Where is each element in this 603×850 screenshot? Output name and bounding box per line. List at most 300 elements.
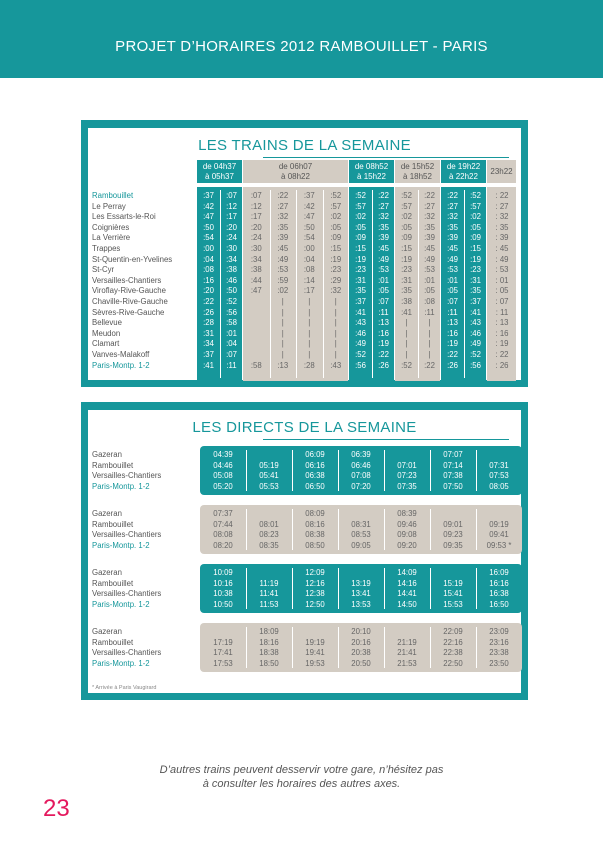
departure-time: :05 (447, 286, 458, 296)
time-column (395, 191, 418, 371)
direct-time-column (252, 627, 286, 669)
direct-station-labels (92, 627, 161, 669)
direct-time: 18:16 (259, 637, 279, 647)
departure-time: :45 (277, 243, 289, 253)
direct-column-divider (246, 450, 247, 491)
departure-time: :49 (378, 254, 389, 264)
departure-time: | (281, 296, 284, 306)
departure-time: :04 (303, 254, 315, 264)
departure-time: :34 (226, 254, 237, 264)
departure-time: :43 (355, 318, 366, 328)
departure-time: :32 (277, 212, 289, 222)
departure-time: :00 (303, 243, 315, 253)
direct-time: 16:09 (489, 568, 509, 577)
departure-time: | (308, 328, 311, 338)
departure-time: :19 (355, 254, 366, 264)
time-column (323, 191, 350, 371)
departure-time: :05 (470, 222, 481, 232)
departure-time: :52 (330, 191, 342, 200)
departure-time: : 11 (495, 307, 509, 317)
direct-time-column (298, 509, 332, 551)
departure-time (243, 339, 270, 350)
direct-time: 04:39 (213, 450, 233, 459)
departure-time: :47 (203, 212, 214, 222)
station-name: Viroflay-Rive-Gauche (92, 286, 166, 296)
direct-column-divider (246, 568, 247, 609)
direct-station-name: Versailles-Chantiers (92, 530, 162, 540)
departure-time: :01 (447, 275, 458, 285)
info-note (0, 763, 603, 791)
direct-time: 23:50 (489, 658, 509, 668)
departure-time: :47 (303, 212, 315, 222)
departure-time: :20 (226, 222, 237, 232)
departure-time: :02 (277, 286, 289, 296)
departure-time: :52 (470, 349, 481, 359)
departure-time: : 53 (495, 265, 509, 275)
direct-station-name: Paris-Montp. 1-2 (92, 481, 150, 491)
direct-time: 14:41 (397, 589, 417, 599)
direct-time: 21:53 (397, 658, 417, 668)
departure-time: :09 (401, 233, 412, 243)
departure-time: :09 (355, 233, 366, 243)
direct-time: 08:05 (489, 481, 509, 491)
departure-time: | (334, 349, 337, 359)
direct-time: 19:41 (305, 648, 325, 658)
departure-time: :02 (330, 212, 342, 222)
time-column (243, 191, 270, 371)
direct-column-divider (476, 509, 477, 550)
direct-time: 16:38 (489, 589, 509, 599)
note-line-1: D’autres trains peuvent desservir votre gare, n’hésitez pas (159, 764, 444, 776)
weekday-trains-table (88, 128, 521, 380)
direct-time-column (298, 627, 332, 669)
station-name: Versailles-Chantiers (92, 275, 162, 285)
time-range-header (197, 160, 242, 183)
departure-time: :20 (203, 286, 214, 296)
departure-time: : 26 (495, 360, 509, 370)
departure-time: :37 (355, 296, 366, 306)
departure-time: :26 (447, 360, 458, 370)
departure-time: : 22 (495, 349, 509, 359)
departure-time: | (334, 296, 337, 306)
departure-time: | (334, 339, 337, 349)
departure-time: :31 (203, 328, 214, 338)
departure-time: :11 (378, 307, 389, 317)
direct-time-column (344, 450, 378, 492)
departure-time: :19 (447, 339, 458, 349)
direct-station-labels (92, 568, 161, 610)
departure-time: :42 (203, 201, 214, 211)
time-range-header (441, 160, 486, 183)
time-range-start: de 15h52 (400, 162, 435, 171)
direct-time: 13:41 (351, 589, 371, 599)
departure-time: :50 (226, 286, 237, 296)
departure-time: :24 (226, 233, 237, 243)
departure-time: :27 (447, 201, 458, 211)
direct-time (298, 627, 332, 638)
direct-time-column (390, 627, 424, 669)
departure-time: :41 (355, 307, 366, 317)
departure-time: : 07 (495, 296, 509, 306)
departure-time: :27 (378, 201, 389, 211)
direct-time: 11:53 (259, 599, 279, 609)
header-bar (0, 0, 603, 78)
departure-time: :54 (303, 233, 315, 243)
station-name: St-Quentin-en-Yvelines (92, 254, 173, 264)
departure-time: :52 (355, 191, 366, 200)
departure-time: :04 (226, 339, 237, 349)
departure-time: :37 (203, 349, 214, 359)
departure-time: :16 (203, 275, 214, 285)
departure-time: :28 (203, 318, 214, 328)
direct-station-name: Gazeran (92, 627, 122, 636)
departure-time: :57 (330, 201, 342, 211)
direct-station-name: Paris-Montp. 1-2 (92, 599, 150, 609)
departure-time: :15 (330, 243, 342, 253)
direct-time (252, 450, 286, 461)
direct-station-name: Gazeran (92, 568, 122, 577)
departure-time: :53 (447, 265, 458, 275)
departure-time: :07 (447, 296, 458, 306)
direct-time (482, 509, 516, 520)
direct-time: 05:19 (259, 460, 279, 470)
departure-time: :34 (250, 254, 262, 264)
direct-time: 09:46 (397, 519, 417, 529)
time-column (487, 191, 517, 371)
departure-time: :49 (277, 254, 289, 264)
direct-station-name: Rambouillet (92, 637, 134, 647)
direct-column-divider (430, 450, 431, 491)
departure-time: :05 (401, 222, 412, 232)
direct-time: 06:50 (305, 481, 325, 491)
station-name: Vanves-Malakoff (92, 349, 150, 359)
direct-time: 12:38 (305, 589, 325, 599)
direct-time: 21:19 (397, 637, 417, 647)
departure-time: :04 (203, 254, 214, 264)
departure-time: | (405, 328, 408, 338)
direct-time (344, 509, 378, 520)
time-column (441, 191, 464, 371)
time-range-end: à 08h22 (281, 172, 310, 181)
departure-time: | (428, 339, 431, 349)
departure-time: :01 (378, 275, 389, 285)
departure-time: :38 (226, 265, 237, 275)
departure-time: :56 (355, 360, 366, 370)
direct-time: 09:41 (489, 530, 509, 540)
departure-time: :31 (470, 275, 481, 285)
direct-column-divider (384, 509, 385, 550)
direct-time: 17:53 (213, 658, 233, 668)
departure-time: :22 (203, 296, 214, 306)
direct-time-column (482, 627, 516, 669)
direct-station-name: Paris-Montp. 1-2 (92, 540, 150, 550)
direct-time: 20:50 (351, 658, 371, 668)
direct-time: 08:09 (305, 509, 325, 518)
departure-time: : 01 (495, 275, 509, 285)
direct-column-divider (430, 568, 431, 609)
departure-time: | (405, 339, 408, 349)
direct-time: 06:38 (305, 471, 325, 481)
departure-time: :37 (470, 296, 481, 306)
departure-time: :02 (355, 212, 366, 222)
direct-time: 07:01 (397, 460, 417, 470)
direct-time: 07:20 (351, 481, 371, 491)
time-column (464, 191, 487, 371)
direct-time: 07:37 (213, 509, 233, 518)
direct-column-divider (338, 627, 339, 668)
footnote: * Arrivée à Paris Vaugirard (92, 685, 157, 691)
direct-time-column (252, 509, 286, 551)
direct-time: 08:38 (305, 530, 325, 540)
departure-time: :12 (226, 201, 237, 211)
direct-time-column (436, 450, 470, 492)
direct-time: 06:16 (305, 460, 325, 470)
departure-time: :32 (447, 212, 458, 222)
direct-time-column (390, 450, 424, 492)
departure-time: | (428, 318, 431, 328)
departure-time: :41 (470, 307, 481, 317)
direct-station-name: Versailles-Chantiers (92, 648, 162, 658)
direct-time: 05:20 (213, 481, 233, 491)
departure-time: :39 (378, 233, 389, 243)
departure-time: :08 (424, 296, 435, 306)
direct-time: 11:41 (259, 589, 279, 599)
direct-time: 18:50 (259, 658, 279, 668)
departure-time: :02 (470, 212, 481, 222)
direct-time: 10:09 (213, 568, 233, 577)
departure-time: :57 (470, 201, 481, 211)
direct-time-column (206, 509, 240, 551)
departure-time: :15 (401, 243, 412, 253)
departure-time: :53 (378, 265, 389, 275)
station-name: Rambouillet (92, 191, 134, 200)
direct-time: 12:09 (305, 568, 325, 577)
departure-time: :44 (250, 275, 262, 285)
departure-time: :07 (250, 191, 262, 200)
direct-time (344, 568, 378, 579)
direct-time: 07:35 (397, 481, 417, 491)
departure-time: :45 (424, 243, 435, 253)
direct-trains-title: LES DIRECTS DE LA SEMAINE (88, 419, 521, 436)
departure-time: :57 (355, 201, 366, 211)
time-range-header (349, 160, 394, 183)
time-range-header (243, 160, 348, 183)
departure-time: :05 (378, 286, 389, 296)
departure-time: :22 (424, 191, 435, 200)
departure-time: :59 (277, 275, 289, 285)
departure-time: | (281, 328, 284, 338)
departure-time: :13 (277, 360, 289, 370)
direct-column-divider (430, 627, 431, 668)
departure-time: :53 (424, 265, 435, 275)
direct-time: 22:16 (443, 637, 463, 647)
direct-station-name: Versailles-Chantiers (92, 589, 162, 599)
departure-time: : 45 (495, 243, 509, 253)
departure-time: :35 (355, 286, 366, 296)
departure-time: :16 (378, 328, 389, 338)
departure-time (243, 350, 270, 361)
direct-time: 15:19 (443, 578, 463, 588)
departure-time: :07 (226, 191, 237, 200)
departure-time: :27 (277, 201, 289, 211)
departure-time: :02 (401, 212, 412, 222)
departure-time: | (281, 339, 284, 349)
departure-time: :58 (250, 360, 262, 370)
direct-time: 10:16 (213, 578, 233, 588)
departure-time: :05 (355, 222, 366, 232)
direct-time: 09:23 (443, 530, 463, 540)
departure-time: :52 (226, 296, 237, 306)
direct-time: 08:08 (213, 530, 233, 540)
direct-time: 17:19 (213, 637, 233, 647)
departure-time: :17 (226, 212, 237, 222)
departure-time: :38 (401, 296, 412, 306)
departure-time: :31 (355, 275, 366, 285)
direct-time: 08:53 (351, 530, 371, 540)
departure-time: :23 (401, 265, 412, 275)
direct-time: 07:07 (443, 450, 463, 459)
departure-time: :19 (401, 254, 412, 264)
departure-time: :22 (378, 191, 389, 200)
departure-time: :35 (424, 222, 435, 232)
direct-column-divider (384, 627, 385, 668)
departure-time: | (281, 318, 284, 328)
departure-time: :07 (226, 349, 237, 359)
direct-time-column (344, 509, 378, 551)
direct-time: 06:46 (351, 460, 371, 470)
departure-time: :49 (447, 254, 458, 264)
station-name: St-Cyr (92, 265, 115, 275)
departure-time: :13 (447, 318, 458, 328)
station-name: Paris-Montp. 1-2 (92, 360, 150, 370)
departure-time: :22 (277, 191, 289, 200)
direct-time: 20:10 (351, 627, 371, 636)
departure-time: : 13 (495, 318, 509, 328)
time-column (220, 191, 243, 371)
direct-time: 12:16 (305, 578, 325, 588)
departure-time: :49 (470, 339, 481, 349)
page-number: 23 (43, 795, 70, 822)
direct-time: 10:50 (213, 599, 233, 609)
departure-time: :15 (355, 243, 366, 253)
departure-time: :35 (447, 222, 458, 232)
departure-time: :52 (470, 191, 481, 200)
station-name: Clamart (92, 339, 120, 349)
departure-time: :45 (447, 243, 458, 253)
departure-time: | (405, 349, 408, 359)
direct-column-divider (476, 450, 477, 491)
direct-time: 07:38 (443, 471, 463, 481)
direct-time: 09:08 (397, 530, 417, 540)
direct-time-column (436, 568, 470, 610)
departure-time: :26 (378, 360, 389, 370)
departure-time: :24 (250, 233, 262, 243)
direct-station-name: Versailles-Chantiers (92, 471, 162, 481)
departure-time: :35 (277, 222, 289, 232)
departure-time: :17 (303, 286, 315, 296)
direct-time: 14:09 (397, 568, 417, 577)
departure-time: :11 (447, 307, 458, 317)
direct-time: 23:09 (489, 627, 509, 636)
departure-time: :41 (401, 307, 412, 317)
time-range-header (487, 160, 516, 183)
departure-time: : 49 (495, 254, 509, 264)
direct-time: 04:46 (213, 460, 233, 470)
departure-time: :09 (470, 233, 481, 243)
time-range-start: de 06h07 (278, 162, 313, 171)
direct-time: 23:38 (489, 648, 509, 658)
direct-time: 14:50 (397, 599, 417, 609)
departure-time: :34 (203, 339, 214, 349)
direct-time: 21:41 (397, 648, 417, 658)
departure-time: :23 (330, 265, 342, 275)
departure-time: :52 (401, 191, 412, 200)
direct-station-labels (92, 450, 161, 492)
direct-time: 20:16 (351, 637, 371, 647)
direct-column-divider (476, 627, 477, 668)
station-name: Meudon (92, 328, 121, 338)
time-range-end: à 15h22 (357, 172, 386, 181)
direct-time: 06:39 (351, 450, 371, 459)
direct-time-column (390, 509, 424, 551)
departure-time: :27 (424, 201, 435, 211)
departure-time: | (308, 307, 311, 317)
departure-time: :35 (401, 286, 412, 296)
departure-time: :41 (203, 360, 214, 370)
departure-time: :22 (378, 349, 389, 359)
departure-time: :57 (401, 201, 412, 211)
direct-trains-table (88, 410, 521, 693)
departure-time: :49 (355, 339, 366, 349)
direct-time: 05:41 (259, 471, 279, 481)
direct-time (436, 568, 470, 579)
departure-time: :56 (470, 360, 481, 370)
direct-column-divider (338, 568, 339, 609)
departure-time (243, 318, 270, 329)
direct-time-column (482, 450, 516, 492)
departure-time: : 32 (495, 212, 509, 222)
direct-time: 22:09 (443, 627, 463, 636)
direct-column-divider (338, 450, 339, 491)
direct-time-column (206, 450, 240, 492)
departure-time: :23 (470, 265, 481, 275)
departure-time: | (281, 307, 284, 317)
direct-time: 17:41 (213, 648, 233, 658)
departure-time: : 22 (495, 191, 509, 200)
departure-time: : 35 (495, 222, 509, 232)
departure-time: :11 (424, 307, 435, 317)
direct-time: 14:16 (397, 578, 417, 588)
time-range-start: de 08h52 (354, 162, 389, 171)
direct-time: 10:38 (213, 589, 233, 599)
departure-time: | (308, 339, 311, 349)
departure-time: :35 (470, 286, 481, 296)
departure-time: :05 (424, 286, 435, 296)
direct-time-column (344, 627, 378, 669)
departure-time: :52 (355, 349, 366, 359)
time-column (270, 191, 297, 371)
time-column (197, 191, 220, 371)
departure-time: :28 (303, 360, 315, 370)
departure-time: :22 (447, 191, 458, 200)
departure-time: | (281, 349, 284, 359)
direct-station-labels (92, 509, 161, 551)
departure-time: :23 (355, 265, 366, 275)
direct-column-divider (476, 568, 477, 609)
departure-time: :52 (401, 360, 412, 370)
direct-time: 05:53 (259, 481, 279, 491)
departure-time: :50 (203, 222, 214, 232)
